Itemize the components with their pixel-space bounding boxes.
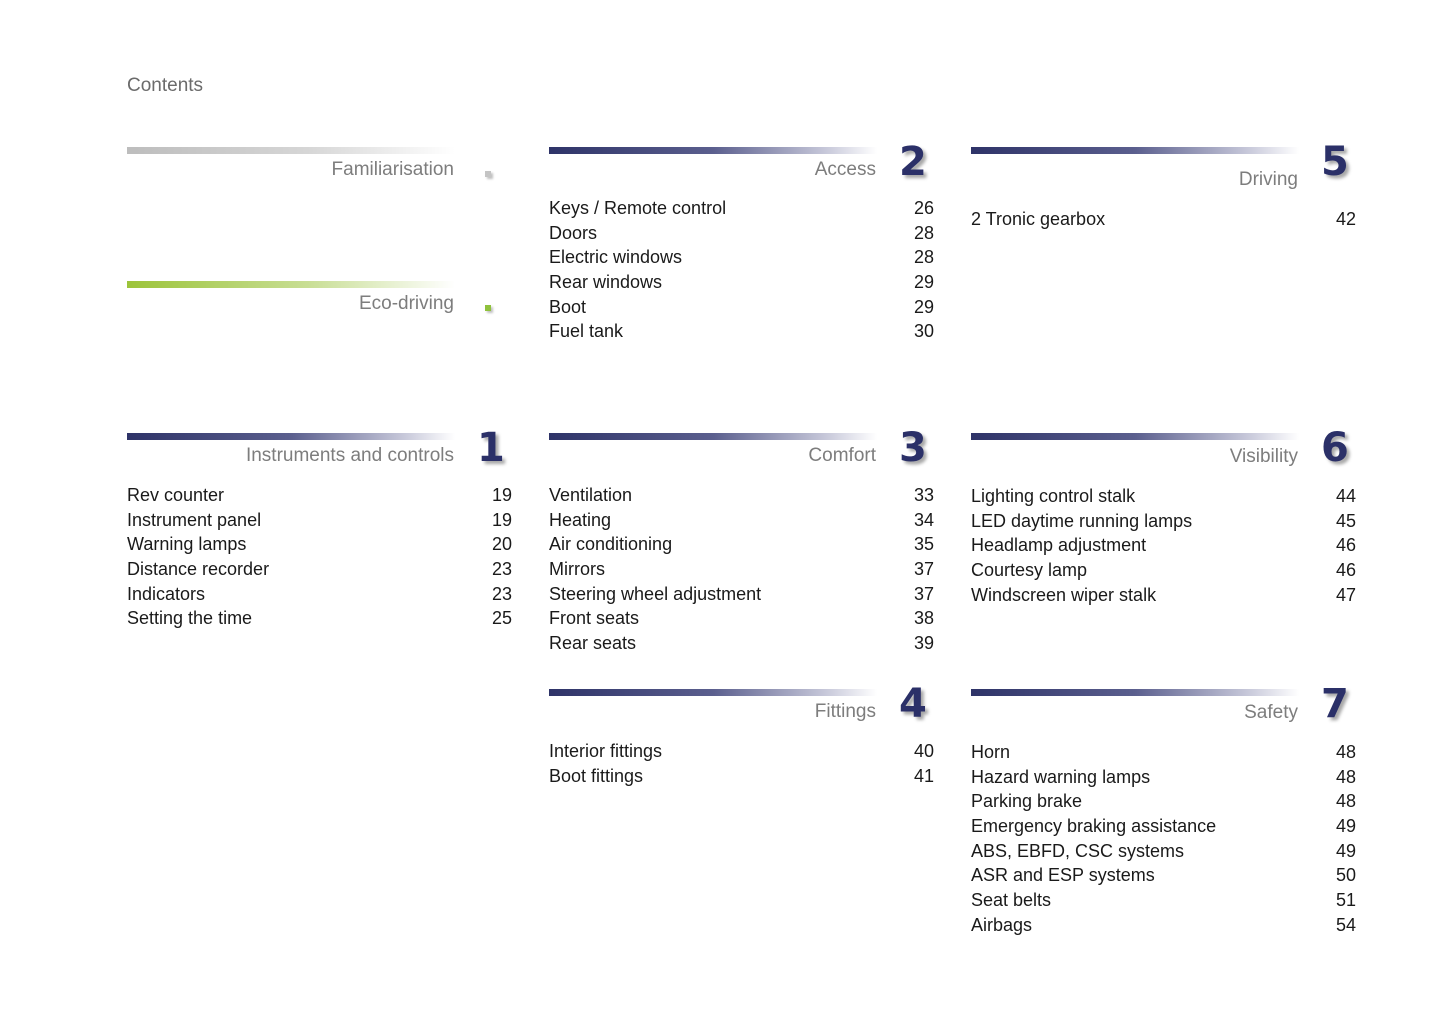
toc-entry[interactable] [549, 532, 934, 557]
toc-entry[interactable] [549, 221, 934, 246]
toc-entry[interactable] [971, 484, 1356, 509]
section-items [549, 483, 934, 656]
section-marker [485, 305, 491, 311]
toc-entry[interactable] [127, 532, 512, 557]
section-number: 2 [899, 139, 927, 185]
toc-entry-page: 37 [913, 583, 934, 604]
section-bar [971, 689, 1299, 696]
toc-entry[interactable] [971, 583, 1356, 608]
toc-entry-label: Windscreen wiper stalk [971, 584, 1157, 605]
toc-entry[interactable] [127, 582, 512, 607]
section-items [971, 207, 1356, 232]
section-eco-driving[interactable] [127, 281, 512, 321]
section-items [971, 484, 1356, 607]
toc-entry-label: Interior fittings [549, 741, 663, 761]
toc-entry-label: Horn [971, 742, 1011, 762]
toc-entry-page: 40 [913, 741, 934, 761]
toc-entry-label: Boot fittings [549, 765, 644, 786]
toc-entry-page: 29 [913, 296, 934, 317]
toc-entry-page: 25 [491, 608, 512, 629]
section-familiarisation[interactable] [127, 147, 512, 187]
toc-entry[interactable] [549, 319, 934, 344]
toc-entry-page: 51 [1335, 890, 1356, 911]
toc-entry[interactable] [127, 483, 512, 508]
toc-entry-page: 48 [1335, 742, 1356, 762]
toc-entry-label: Airbags [971, 914, 1033, 935]
toc-entry-label: Front seats [549, 608, 640, 629]
toc-entry-label: ASR and ESP systems [971, 865, 1155, 886]
toc-entry-label: Heating [549, 509, 612, 530]
toc-entry-label: Ventilation [549, 485, 633, 505]
toc-entry-label: Courtesy lamp [971, 560, 1088, 581]
toc-entry-page: 45 [1335, 510, 1356, 531]
section-items [971, 740, 1356, 938]
section-title: Familiarisation [331, 159, 454, 180]
section-bar [549, 689, 877, 696]
toc-entry-page: 46 [1335, 560, 1356, 581]
section-title: Fittings [814, 701, 876, 722]
section-items [549, 196, 934, 344]
toc-entry[interactable] [971, 765, 1356, 790]
toc-entry-page: 23 [491, 559, 512, 580]
toc-entry-label: Indicators [127, 583, 206, 604]
toc-entry[interactable] [549, 557, 934, 582]
section-title: Visibility [1229, 446, 1298, 467]
toc-entry[interactable] [549, 508, 934, 533]
toc-entry[interactable] [127, 508, 512, 533]
toc-entry[interactable] [549, 270, 934, 295]
section-number: 5 [1321, 139, 1349, 185]
section-items [549, 739, 934, 788]
toc-entry[interactable] [549, 483, 934, 508]
section-number: 1 [477, 425, 505, 471]
section-items [127, 483, 512, 631]
toc-entry-page: 34 [913, 509, 934, 530]
toc-entry-page: 33 [913, 485, 934, 505]
toc-entry[interactable] [549, 739, 934, 764]
section-title: Driving [1238, 169, 1298, 190]
toc-entry[interactable] [549, 764, 934, 789]
toc-entry-label: Doors [549, 222, 598, 243]
section-title: Access [814, 159, 876, 180]
toc-entry[interactable] [549, 245, 934, 270]
page-title: Contents [127, 75, 204, 96]
toc-entry[interactable] [127, 557, 512, 582]
section-title: Instruments and controls [245, 445, 454, 466]
section-title: Eco-driving [358, 293, 454, 314]
toc-entry[interactable] [971, 913, 1356, 938]
toc-entry-label: Rev counter [127, 485, 225, 505]
section-title: Safety [1244, 702, 1298, 723]
toc-entry-page: 19 [491, 509, 512, 530]
toc-entry-page: 26 [913, 198, 934, 218]
section-title: Comfort [808, 445, 876, 466]
toc-entry[interactable] [549, 196, 934, 221]
toc-entry-label: Headlamp adjustment [971, 535, 1147, 556]
toc-entry-page: 29 [913, 272, 934, 293]
section-bar [549, 147, 877, 154]
section-number: 3 [899, 425, 927, 471]
toc-entry-page: 41 [913, 765, 934, 786]
toc-entry-page: 42 [1335, 209, 1356, 229]
toc-entry-page: 49 [1335, 816, 1356, 837]
toc-entry-label: Setting the time [127, 608, 253, 629]
toc-entry-page: 28 [913, 222, 934, 243]
toc-entry-label: Seat belts [971, 890, 1052, 911]
toc-entry-page: 46 [1335, 535, 1356, 556]
toc-entry-label: Hazard warning lamps [971, 766, 1151, 787]
toc-entry-page: 48 [1335, 766, 1356, 787]
toc-entry-page: 54 [1335, 914, 1356, 935]
toc-entry-page: 37 [913, 559, 934, 580]
section-number: 4 [899, 681, 927, 727]
toc-entry[interactable] [549, 631, 934, 656]
toc-entry-label: Instrument panel [127, 509, 262, 530]
toc-entry-page: 23 [491, 583, 512, 604]
toc-entry[interactable] [971, 207, 1356, 232]
toc-entry[interactable] [971, 863, 1356, 888]
toc-entry-label: Parking brake [971, 791, 1083, 812]
toc-entry-label: Air conditioning [549, 534, 673, 555]
toc-entry[interactable] [971, 509, 1356, 534]
toc-entry-page: 47 [1335, 584, 1356, 605]
toc-entry-label: Rear seats [549, 633, 637, 654]
toc-entry[interactable] [971, 814, 1356, 839]
toc-entry[interactable] [549, 295, 934, 320]
toc-entry-page: 30 [913, 321, 934, 342]
toc-entry[interactable] [971, 839, 1356, 864]
toc-entry-label: Keys / Remote control [549, 198, 727, 218]
toc-entry[interactable] [971, 740, 1356, 765]
toc-entry-label: Lighting control stalk [971, 486, 1136, 506]
toc-entry[interactable] [127, 606, 512, 631]
section-marker [485, 171, 491, 177]
section-number: 7 [1321, 681, 1349, 727]
toc-entry-label: Electric windows [549, 247, 683, 268]
section-bar [971, 433, 1299, 440]
toc-entry-page: 44 [1335, 486, 1356, 506]
section-number: 6 [1321, 425, 1349, 471]
toc-entry-page: 50 [1335, 865, 1356, 886]
toc-entry[interactable] [971, 533, 1356, 558]
toc-entry-page: 39 [913, 633, 934, 654]
toc-entry-label: 2 Tronic gearbox [971, 209, 1106, 229]
section-bar [549, 433, 877, 440]
toc-entry-label: Fuel tank [549, 321, 624, 342]
toc-entry-label: Boot [549, 296, 587, 317]
toc-entry-page: 28 [913, 247, 934, 268]
toc-entry-label: Mirrors [549, 559, 605, 580]
toc-entry-label: Emergency braking assistance [971, 816, 1217, 837]
toc-entry[interactable] [549, 582, 934, 607]
section-bar [127, 433, 455, 440]
section-bar [971, 147, 1299, 154]
toc-entry[interactable] [971, 789, 1356, 814]
toc-entry-page: 19 [491, 485, 512, 505]
toc-entry-page: 38 [913, 608, 934, 629]
section-bar [127, 147, 455, 154]
toc-entry-label: LED daytime running lamps [971, 510, 1193, 531]
toc-entry-label: ABS, EBFD, CSC systems [971, 840, 1185, 861]
toc-entry[interactable] [971, 558, 1356, 583]
toc-entry-label: Warning lamps [127, 534, 247, 555]
toc-entry-page: 20 [491, 534, 512, 555]
toc-entry[interactable] [971, 888, 1356, 913]
toc-entry-page: 35 [913, 534, 934, 555]
toc-entry-page: 49 [1335, 840, 1356, 861]
toc-entry-label: Distance recorder [127, 559, 270, 580]
toc-entry-label: Rear windows [549, 272, 663, 293]
section-bar [127, 281, 455, 288]
toc-entry[interactable] [549, 606, 934, 631]
toc-entry-label: Steering wheel adjustment [549, 583, 762, 604]
toc-entry-page: 48 [1335, 791, 1356, 812]
